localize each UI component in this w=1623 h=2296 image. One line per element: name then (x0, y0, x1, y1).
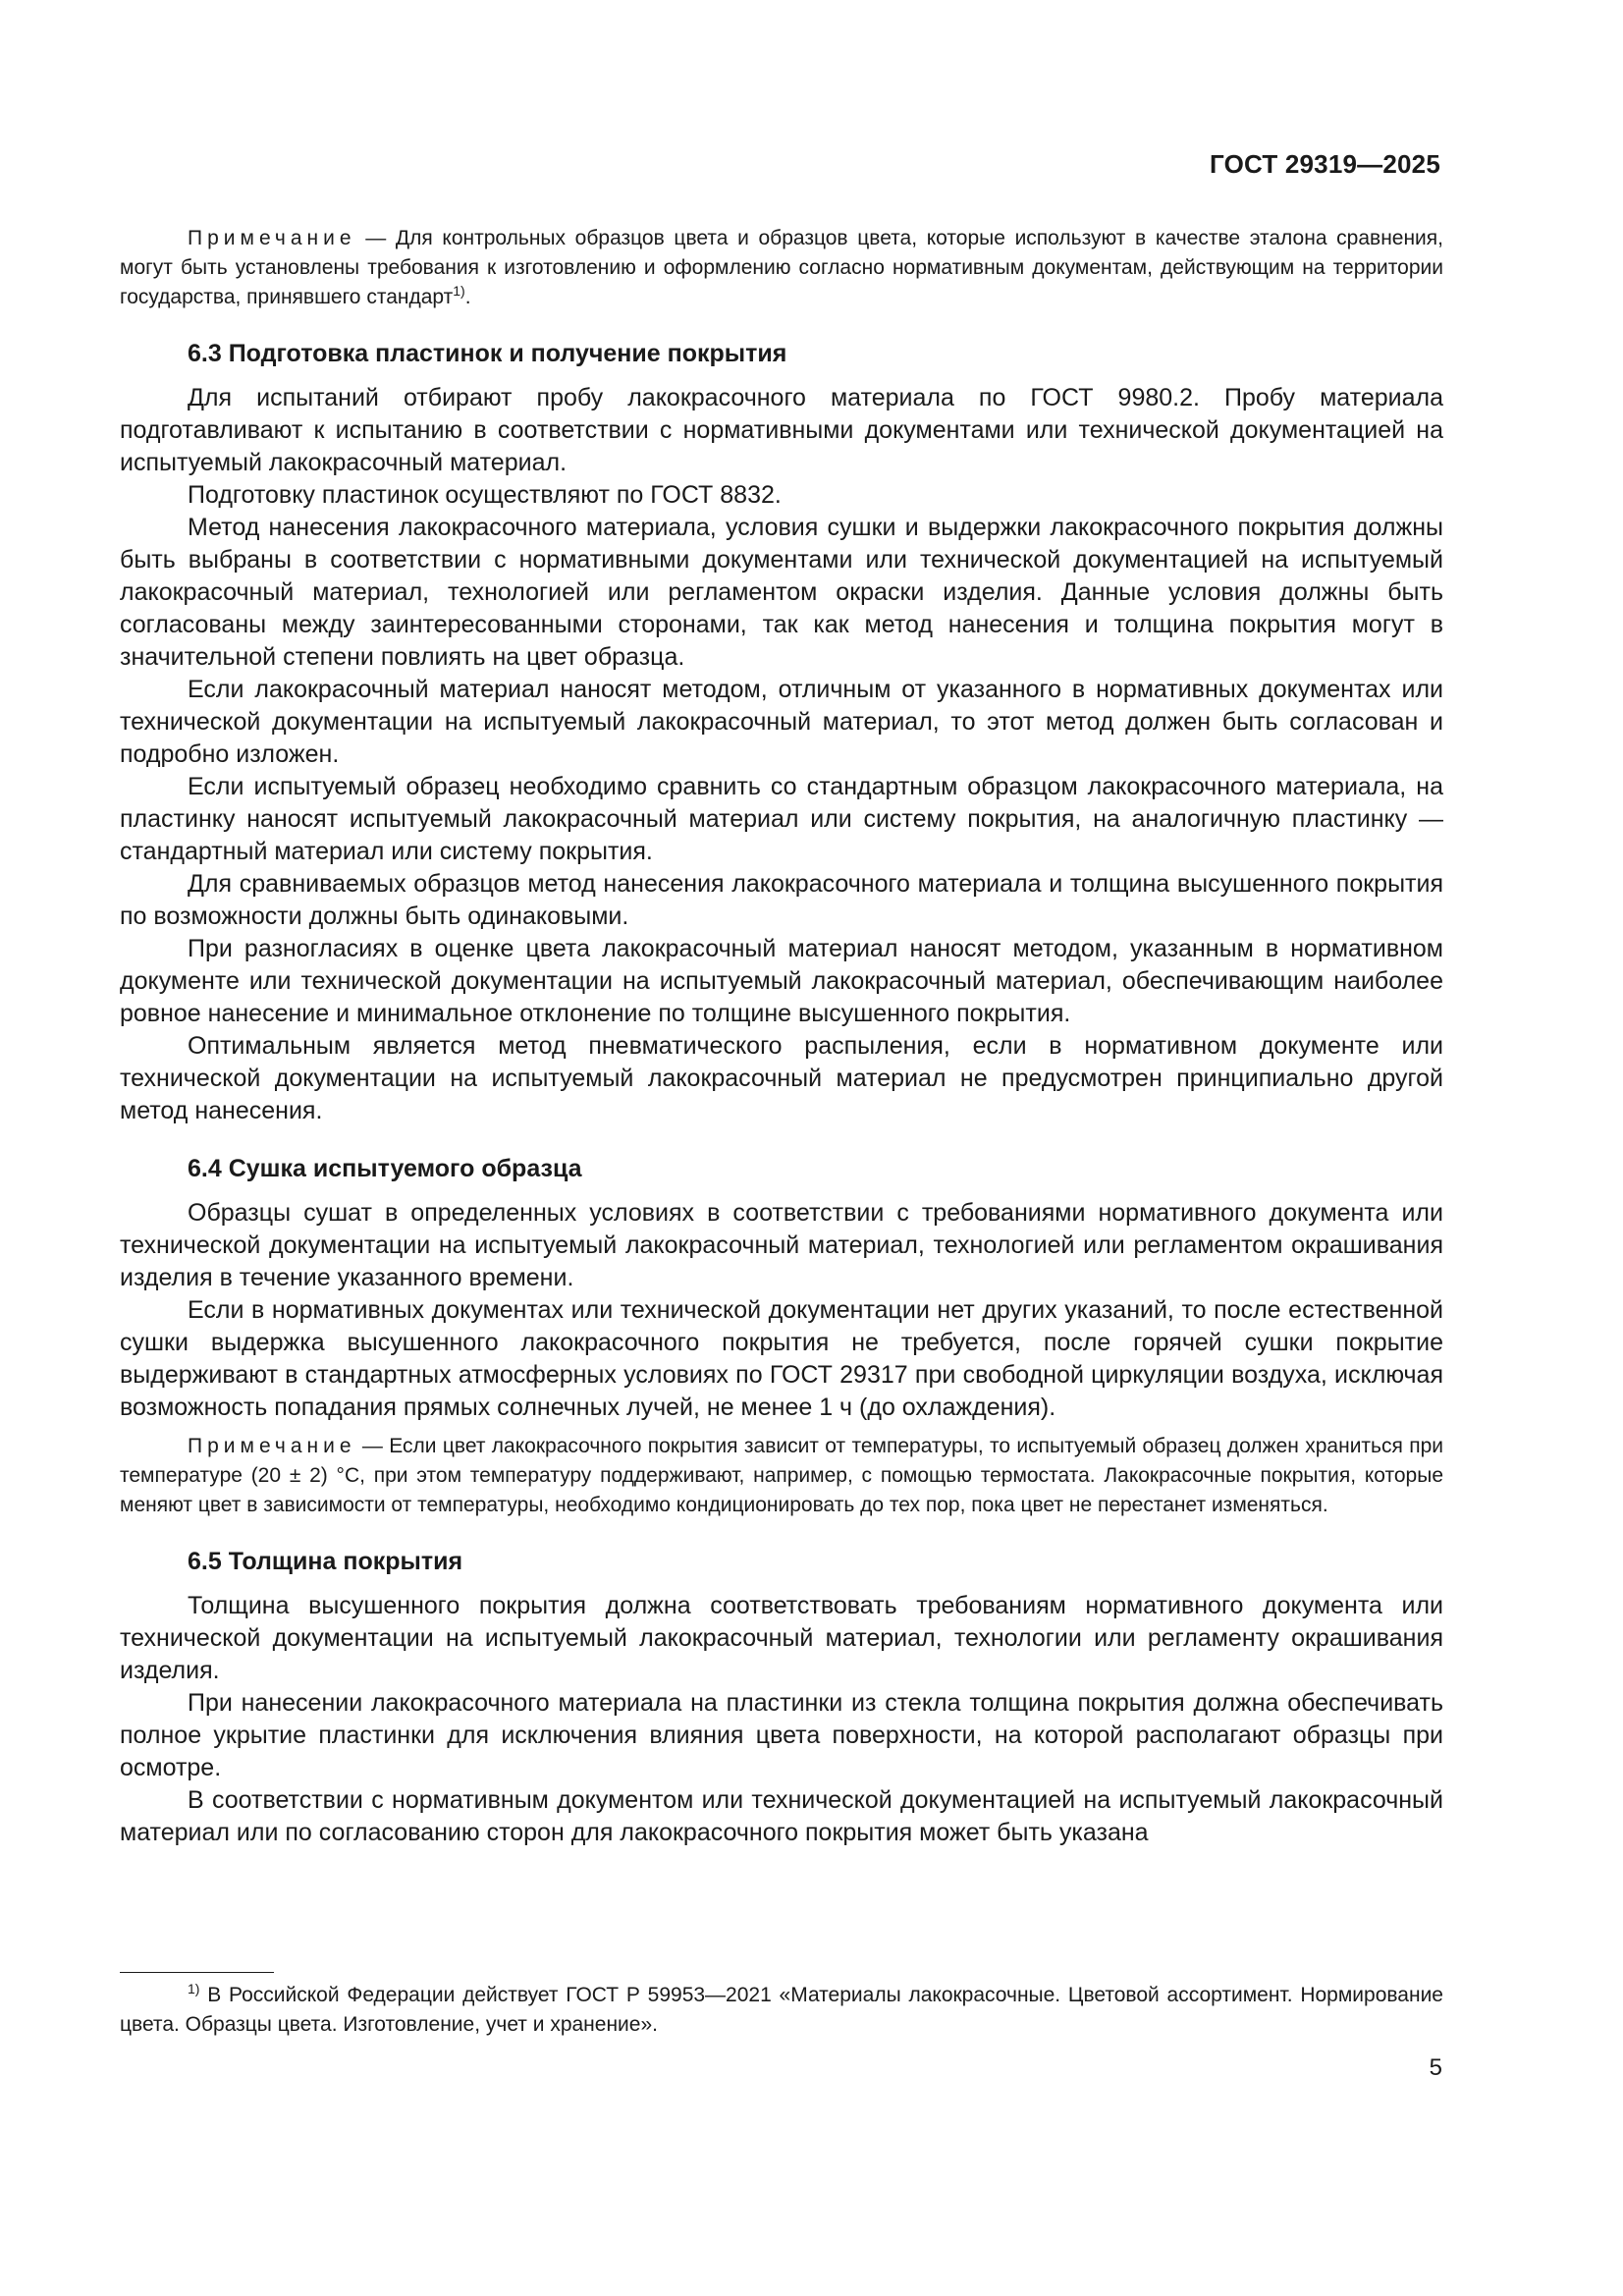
note-end: . (464, 286, 471, 308)
section-heading-6-3: 6.3 Подготовка пластинок и получение покрытия (188, 340, 787, 367)
section-heading-6-4: 6.4 Сушка испытуемого образца (188, 1155, 582, 1182)
paragraph: Для сравниваемых образцов метод нанесения лакокрасочного материала и толщина высушенного покрытия по возможности должны быть одинаковыми. (120, 870, 1443, 930)
note-paragraph (120, 1432, 1443, 1520)
paragraph: Метод нанесения лакокрасочного материала, условия сушки и выдержки лакокрасочного покрытия должны быть выбраны в соответствии с нормативными документами или технической документацией на испытуемый лакокрасочный материал, технологией или регламентом окраски изделия. Данные условия должны быть согласованы между заинтересованными сторонами, так как метод нанесения и толщина покрытия могут в значительной степени повлиять на цвет образца. (120, 514, 1443, 671)
footnote-marker: 1) (188, 1981, 200, 1996)
footnote-reference[interactable]: 1) (453, 283, 465, 299)
paragraph: Если в нормативных документах или технической документации нет других указаний, то после естественной сушки выдержка высушенного лакокрасочного покрытия не требуется, после горячей сушки покрытие выдерживают в стандартных атмосферных условиях по ГОСТ 29317 при свободной циркуляции воздуха, исключая возможность попадания прямых солнечных лучей, не менее 1 ч (до охлаждения). (120, 1296, 1443, 1421)
footnote-text: В Российской Федерации действует ГОСТ Р 59953—2021 «Материалы лакокрасочные. Цветовой ассортимент. Нормирование цвета. Образцы цвета. Изготовление, учет и хранение». (120, 1984, 1443, 2036)
footnote (120, 1981, 1443, 2040)
page-body (120, 224, 1443, 1849)
paragraph: При нанесении лакокрасочного материала на пластинки из стекла толщина покрытия должна обеспечивать полное укрытие пластинки для исключения влияния цвета поверхности, на которой располагают образцы при осмотре. (120, 1689, 1443, 1781)
paragraph: Для испытаний отбирают пробу лакокрасочного материала по ГОСТ 9980.2. Пробу материала подготавливают к испытанию в соответствии с нормативными документами или технической документацией на испытуемый лакокрасочный материал. (120, 384, 1443, 476)
paragraph: Оптимальным является метод пневматического распыления, если в нормативном документе или технической документации на испытуемый лакокрасочный материал не предусмотрен принципиально другой метод нанесения. (120, 1032, 1443, 1124)
note-text: — Для контрольных образцов цвета и образцов цвета, которые используют в качестве эталона сравнения, могут быть установлены требования к изготовлению и оформлению согласно нормативным документам, действующим на территории государства, принявшего стандарт (120, 227, 1443, 308)
paragraph: Подготовку пластинок осуществляют по ГОСТ 8832. (188, 481, 782, 509)
note-label: Примечание (188, 1435, 356, 1457)
paragraph: Если лакокрасочный материал наносят методом, отличным от указанного в нормативных документах или технической документации на испытуемый лакокрасочный материал, то этот метод должен быть согласован и подробно изложен. (120, 676, 1443, 768)
standard-designation: ГОСТ 29319—2025 (1210, 149, 1440, 179)
paragraph: Толщина высушенного покрытия должна соответствовать требованиям нормативного документа или технической документации на испытуемый лакокрасочный материал, технологии или регламенту окрашивания изделия. (120, 1592, 1443, 1684)
note-text: — Если цвет лакокрасочного покрытия зависит от температуры, то испытуемый образец должен храниться при температуре (20 ± 2) °С, при этом температуру поддерживают, например, с помощью термостата. Лакокрасочные покрытия, которые меняют цвет в зависимости от температуры, необходимо кондиционировать до тех пор, пока цвет не перестанет изменяться. (120, 1435, 1443, 1516)
paragraph: Если испытуемый образец необходимо сравнить со стандартным образцом лакокрасочного материала, на пластинку наносят испытуемый лакокрасочный материал или систему покрытия, на аналогичную пластинку — стандартный материал или систему покрытия. (120, 773, 1443, 865)
section-heading-6-5: 6.5 Толщина покрытия (188, 1548, 463, 1575)
note-label: Примечание (188, 227, 356, 249)
paragraph: В соответствии с нормативным документом или технической документацией на испытуемый лакокрасочный материал или по согласованию сторон для лакокрасочного покрытия может быть указана (120, 1786, 1443, 1846)
note-paragraph (120, 224, 1443, 312)
footnote-separator (120, 1972, 274, 1973)
paragraph: Образцы сушат в определенных условиях в соответствии с требованиями нормативного документа или технической документации на испытуемый лакокрасочный материал, технологией или регламентом окрашивания изделия в течение указанного времени. (120, 1199, 1443, 1291)
page-number: 5 (1429, 2054, 1442, 2081)
paragraph: При разногласиях в оценке цвета лакокрасочный материал наносят методом, указанным в нормативном документе или технической документации на испытуемый лакокрасочный материал, обеспечивающим наиболее ровное нанесение и минимальное отклонение по толщине высушенного покрытия. (120, 935, 1443, 1027)
